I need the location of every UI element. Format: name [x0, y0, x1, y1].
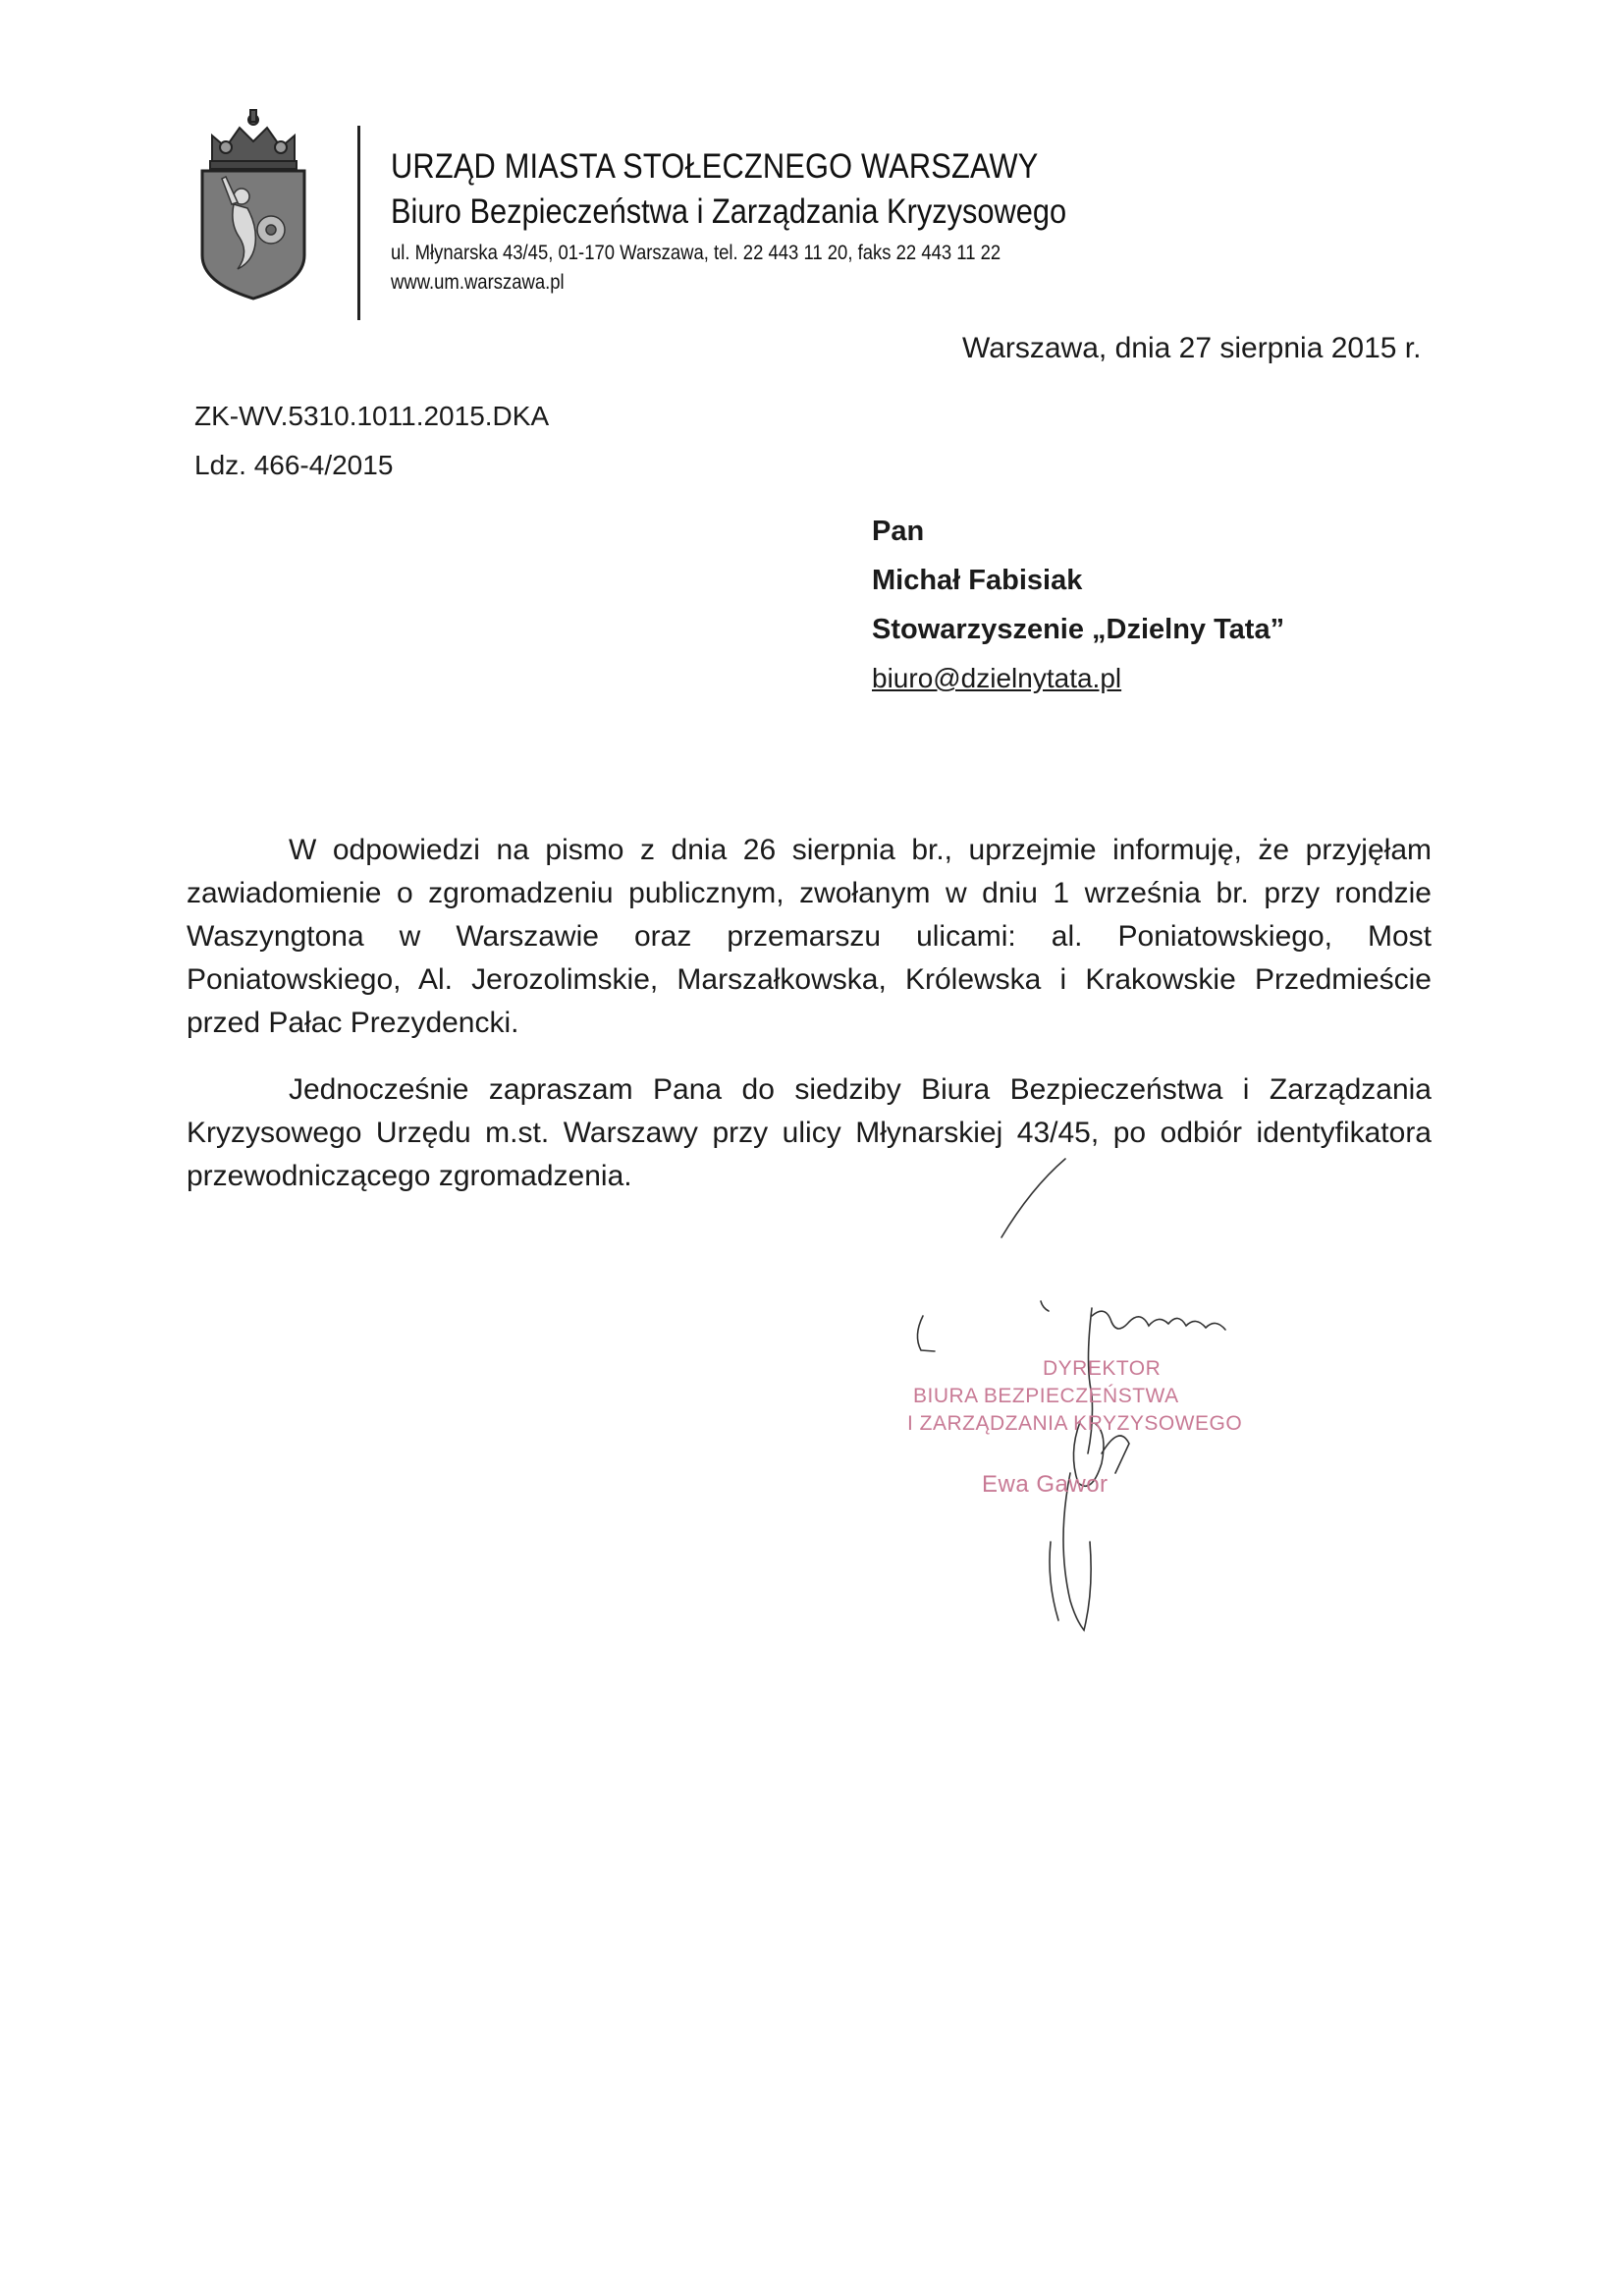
letter-date: Warszawa, dnia 27 sierpnia 2015 r.	[962, 332, 1422, 364]
paragraph-2-text: Jednocześnie zapraszam Pana do siedziby Biura Bezpieczeństwa i Zarządzania Kryzysowego Urzędu m.st. Warszawy przy ulicy Młynarskiej 43/45, po odbiór identyfikatora przewodniczącego zgromadzenia.	[187, 1073, 1432, 1192]
warsaw-coat-of-arms-icon	[194, 106, 312, 302]
addressee-block	[872, 507, 1284, 703]
stamp-line-1: BIURA BEZPIECZEŃSTWA	[913, 1385, 1179, 1407]
stamp-line-2: I ZARZĄDZANIA KRYZYSOWEGO	[907, 1412, 1243, 1435]
office-address: ul. Młynarska 43/45, 01-170 Warszawa, tel. 22 443 11 20, faks 22 443 11 22	[391, 242, 1001, 264]
stamp-name: Ewa Gawor	[982, 1471, 1109, 1498]
letterhead-divider	[357, 126, 360, 320]
stamp-title: DYREKTOR	[1043, 1357, 1162, 1380]
addressee-email-link[interactable]: biuro@dzielnytata.pl	[872, 663, 1122, 693]
reference-sign: ZK-WV.5310.1011.2015.DKA	[194, 401, 550, 431]
addressee-name: Michał Fabisiak	[872, 565, 1083, 596]
office-website: www.um.warszawa.pl	[391, 271, 565, 294]
paragraph-1-text: W odpowiedzi na pismo z dnia 26 sierpnia br., uprzejmie informuję, że przyjęłam zawiadomienie o zgromadzeniu publicznym, zwołanym w dniu 1 września br. przy rondzie Waszyngtona w Warszawie oraz przemarszu ulicami: al. Poniatowskiego, Most Poniatowskiego, Al. Jerozolimskie, Marszałkowska, Królewska i Krakowskie Przedmieście przed Pałac Prezydencki.	[187, 834, 1432, 1039]
body-paragraph-1	[187, 829, 1432, 1045]
office-name: URZĄD MIASTA STOŁECZNEGO WARSZAWY	[391, 147, 1039, 186]
reference-ldz: Ldz. 466-4/2015	[194, 450, 394, 480]
bureau-name: Biuro Bezpieczeństwa i Zarządzania Kryzysowego	[391, 192, 1067, 231]
addressee-salutation: Pan	[872, 516, 925, 547]
addressee-organization: Stowarzyszenie „Dzielny Tata”	[872, 614, 1285, 645]
